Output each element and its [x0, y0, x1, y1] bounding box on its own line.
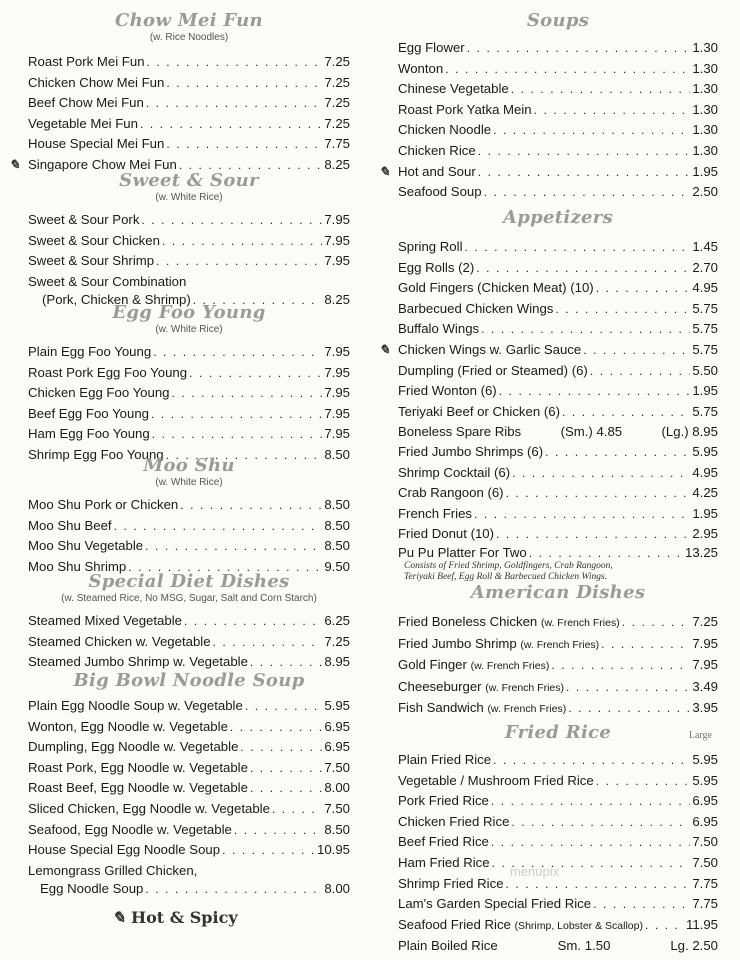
section-title: Special Diet Dishes: [88, 571, 290, 592]
menu-item: Wonton . . . 1.30: [398, 59, 718, 80]
menu-item: French Fries . . . 1.95: [398, 504, 718, 525]
size-label: Large: [688, 730, 712, 741]
menu-item: Moo Shu Beef . . . 8.50: [28, 516, 350, 537]
menu-item: Fish Sandwich (w. French Fries) . . . 3.95: [398, 698, 718, 720]
menu-item: Plain Egg Noodle Soup w. Vegetable . . . 5.95: [28, 696, 350, 717]
menu-item: Fried Boneless Chicken (w. French Fries) . . . 7.25: [398, 612, 718, 634]
chili-pepper-icon: ✎: [379, 164, 390, 180]
menu-item: Sweet & Sour Chicken . . . 7.95: [28, 231, 350, 252]
menu-item: Roast Pork, Egg Noodle w. Vegetable . . . 7.50: [28, 758, 350, 779]
menu-item: Chicken Rice . . . 1.30: [398, 141, 718, 162]
menu-item: Cheeseburger (w. French Fries) . . . 3.49: [398, 677, 718, 699]
section-title: Egg Foo Young: [112, 302, 266, 323]
menu-item: Chicken Egg Foo Young . . . 7.95: [28, 383, 350, 404]
menu-item: Moo Shu Pork or Chicken . . . 8.50: [28, 495, 350, 516]
menu-item: Sweet & Sour Shrimp . . . 7.95: [28, 251, 350, 272]
menu-item: House Special Mei Fun . . . 7.75: [28, 134, 350, 155]
menu-item: Plain Egg Foo Young . . . 7.95: [28, 342, 350, 363]
menu-item: Buffalo Wings . . . 5.75: [398, 319, 718, 340]
menu-item: Chicken Chow Mei Fun . . . 7.25: [28, 73, 350, 94]
menu-item: Roast Pork Egg Foo Young . . . 7.95: [28, 363, 350, 384]
menu-item: Vegetable / Mushroom Fried Rice . . . 5.95: [398, 771, 718, 792]
menu-item: Moo Shu Vegetable . . . 8.50: [28, 536, 350, 557]
menu-item: Roast Beef, Egg Noodle w. Vegetable . . . 8.00: [28, 778, 350, 799]
menu-item: Barbecued Chicken Wings . . . 5.75: [398, 299, 718, 320]
menu-item: Seafood Soup . . . 2.50: [398, 182, 718, 203]
menu-item: Steamed Mixed Vegetable . . . 6.25: [28, 611, 350, 632]
menu-item: Steamed Chicken w. Vegetable . . . 7.25: [28, 632, 350, 653]
menu-item: Chinese Vegetable . . . 1.30: [398, 79, 718, 100]
menu-item: Roast Pork Mei Fun . . . 7.25: [28, 52, 350, 73]
menu-item: Sweet & Sour Pork . . . 7.95: [28, 210, 350, 231]
menu-item: Dumpling, Egg Noodle w. Vegetable . . . 6.95: [28, 737, 350, 758]
item-description: Consists of Fried Shrimp, Goldfingers, Crab Rangoon,: [404, 560, 613, 571]
section-title: American Dishes: [470, 582, 646, 603]
section-american-dishes: [398, 582, 718, 720]
chili-pepper-icon: ✎: [379, 342, 390, 358]
section-moo-shu: [28, 455, 350, 577]
menu-item: Fried Wonton (6) . . . 1.95: [398, 381, 718, 402]
section-chow-mei-fun: [9, 10, 350, 176]
menu-item: Gold Finger (w. French Fries) . . . 7.95: [398, 655, 718, 677]
section-title: Chow Mei Fun: [115, 10, 263, 31]
menu-item: Plain Fried Rice . . . 5.95: [398, 750, 718, 771]
menu-item: Roast Pork Yatka Mein . . . 1.30: [398, 100, 718, 121]
section-subtitle: (w. White Rice): [155, 324, 223, 335]
section-subtitle: (w. White Rice): [155, 192, 223, 203]
menu-item: Lemongrass Grilled Chicken,: [28, 862, 198, 878]
menu-item: Steamed Jumbo Shrimp w. Vegetable . . . 8.95: [28, 652, 350, 673]
menu-item: Ham Fried Rice . . . 7.50: [398, 853, 718, 874]
menu-item: Pork Fried Rice . . . 6.95: [398, 791, 718, 812]
chili-pepper-icon: ✎: [9, 157, 20, 173]
menu-item: Sweet & Sour Combination: [28, 273, 187, 289]
menu-item: (Pork, Chicken & Shrimp) . . . 8.25: [28, 291, 350, 309]
section-special-diet: [28, 571, 350, 673]
menu-item: Sliced Chicken, Egg Noodle w. Vegetable . . . 7.50: [28, 799, 350, 820]
menu-item: Shrimp Cocktail (6) . . . 4.95: [398, 463, 718, 484]
menu-item: ✎ Singapore Chow Mei Fun . . . 8.25: [28, 155, 350, 176]
menu-item: Fried Jumbo Shrimp (w. French Fries) . . . 7.95: [398, 634, 718, 656]
section-appetizers: [379, 207, 718, 583]
menu-item: Wonton, Egg Noodle w. Vegetable . . . 6.95: [28, 717, 350, 738]
hot-spicy-legend: ✎ Hot & Spicy: [112, 908, 238, 927]
menu-item: Egg Rolls (2) . . . 2.70: [398, 258, 718, 279]
menu-item: Vegetable Mei Fun . . . 7.25: [28, 114, 350, 135]
menu-item: Boneless Spare Ribs (Sm.) 4.85 (Lg.) 8.95: [398, 424, 718, 440]
menu-item: Spring Roll . . . 1.45: [398, 237, 718, 258]
menu-item: Beef Fried Rice . . . 7.50: [398, 832, 718, 853]
section-fried-rice: [398, 722, 718, 956]
menu-item: Beef Chow Mei Fun . . . 7.25: [28, 93, 350, 114]
section-sweet-sour: [28, 170, 350, 309]
section-title: Big Bowl Noodle Soup: [73, 670, 305, 691]
menu-item: Lam's Garden Special Fried Rice . . . 7.75: [398, 894, 718, 915]
chili-pepper-icon: ✎: [112, 908, 126, 927]
menu-item: Pu Pu Platter For Two . . . 13.25: [398, 545, 718, 561]
menu-item: Ham Egg Foo Young . . . 7.95: [28, 424, 350, 445]
menu-item: Dumpling (Fried or Steamed) (6) . . . 5.50: [398, 361, 718, 382]
section-subtitle: (w. Rice Noodles): [149, 32, 229, 43]
menu-item: Shrimp Egg Foo Young . . . 8.50: [28, 445, 350, 466]
section-title: Soups: [526, 10, 590, 31]
section-title: Moo Shu: [143, 455, 235, 476]
menu-item: ✎ Hot and Sour . . . 1.95: [398, 162, 718, 183]
menu-item: Shrimp Fried Rice . . . 7.75: [398, 874, 718, 895]
section-egg-foo-young: [28, 302, 350, 466]
menu-item: Gold Fingers (Chicken Meat) (10) . . . 4.95: [398, 278, 718, 299]
section-soups: [379, 10, 718, 203]
section-subtitle: (w. White Rice): [155, 477, 223, 488]
menu-item: Chicken Noodle . . . 1.30: [398, 120, 718, 141]
section-subtitle: (w. Steamed Rice, No MSG, Sugar, Salt and Corn Starch): [61, 593, 317, 604]
menu-item: Fried Jumbo Shrimps (6) . . . 5.95: [398, 442, 718, 463]
section-big-bowl-noodle-soup: [28, 670, 350, 898]
section-title: Fried Rice: [504, 722, 612, 743]
menu-item: Egg Flower . . . 1.30: [398, 38, 718, 59]
menu-item: Moo Shu Shrimp . . . 9.50: [28, 557, 350, 578]
section-title: Sweet & Sour: [119, 170, 259, 191]
menu-item: ✎ Chicken Wings w. Garlic Sauce . . . 5.75: [398, 340, 718, 361]
watermark: menupix: [510, 864, 560, 879]
menu-item: Seafood Fried Rice (Shrimp, Lobster & Scallop) . . . 11.95: [398, 915, 718, 937]
menu-item: House Special Egg Noodle Soup . . . 10.95: [28, 840, 350, 861]
menu-item: Seafood, Egg Noodle w. Vegetable . . . 8.50: [28, 820, 350, 841]
menu-item: Teriyaki Beef or Chicken (6) . . . 5.75: [398, 402, 718, 423]
section-title: Appetizers: [502, 207, 614, 228]
menu-item: Fried Donut (10) . . . 2.95: [398, 524, 718, 545]
menu-item: Egg Noodle Soup . . . 8.00: [28, 880, 350, 898]
item-description: Teriyaki Beef, Egg Roll & Barbecued Chicken Wings.: [404, 571, 608, 582]
menu-item: Crab Rangoon (6) . . . 4.25: [398, 483, 718, 504]
menu-item: Beef Egg Foo Young . . . 7.95: [28, 404, 350, 425]
menu-item: Plain Boiled Rice Sm. 1.50 Lg. 2.50: [398, 938, 718, 954]
menu-item: Chicken Fried Rice . . . 6.95: [398, 812, 718, 833]
